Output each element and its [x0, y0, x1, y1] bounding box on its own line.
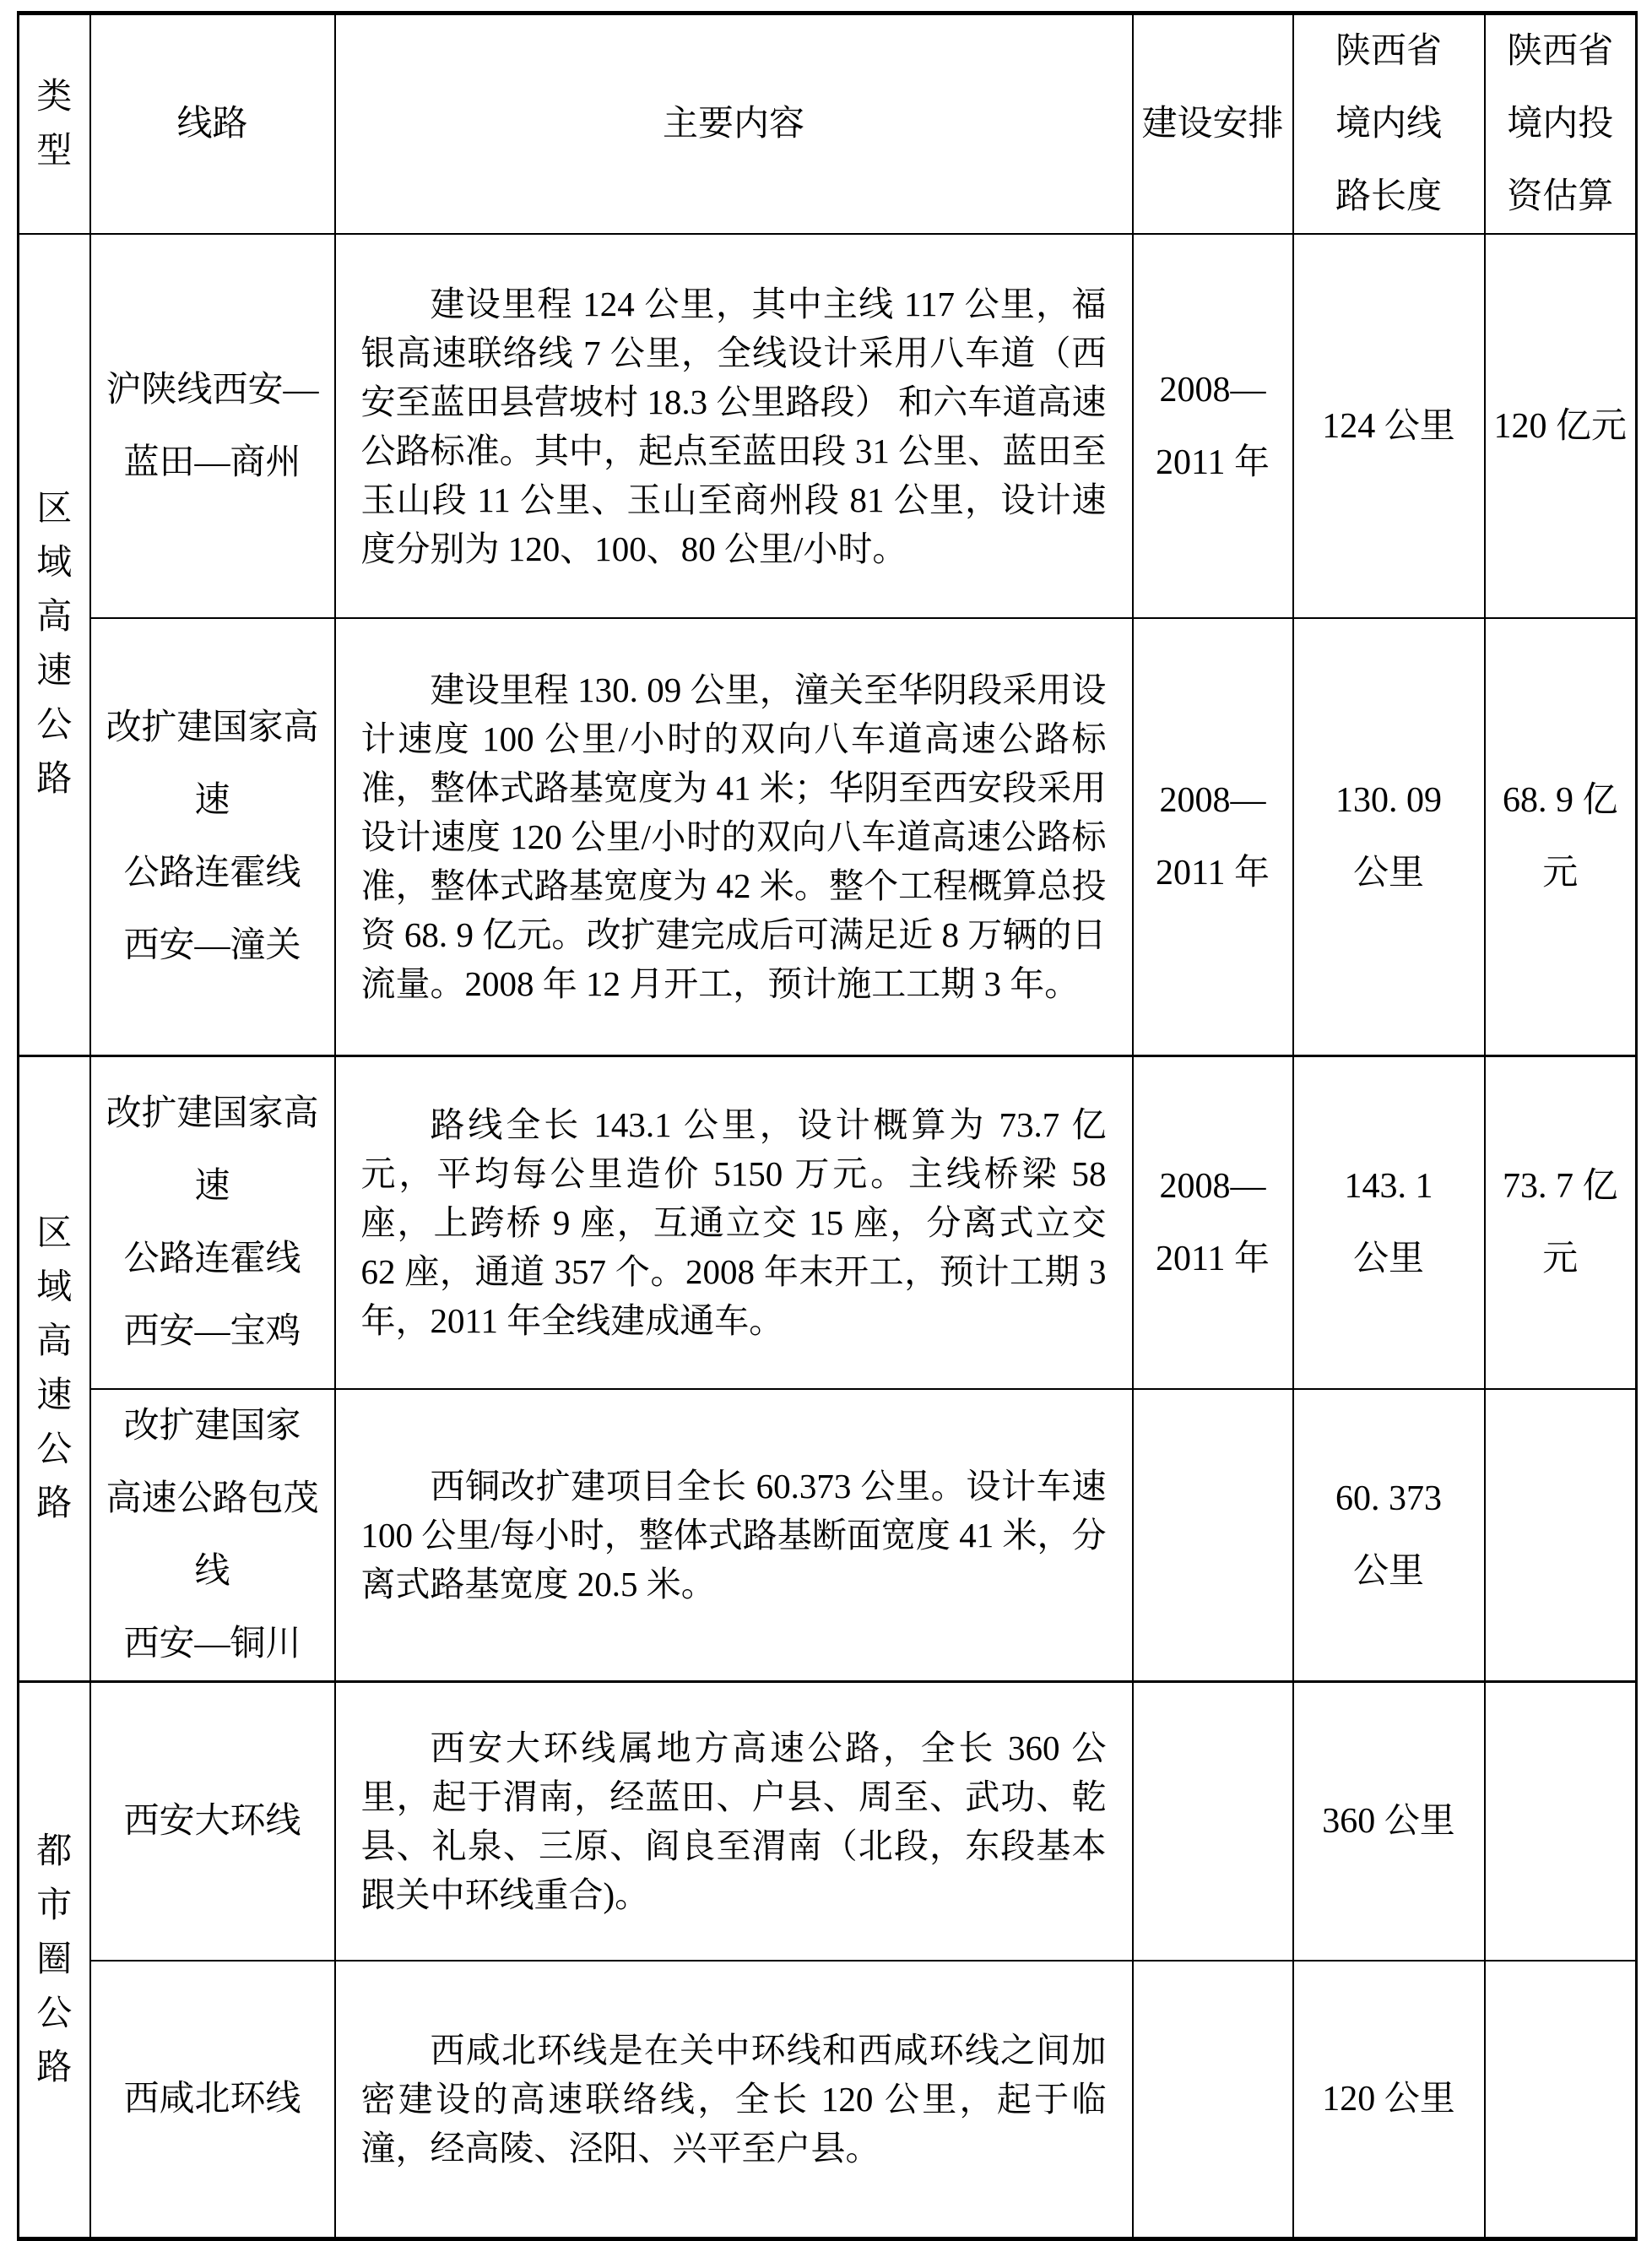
cell-length-r5: 360 公里: [1293, 1682, 1485, 1961]
cell-content-r1: 建设里程 124 公里，其中主线 117 公里，福银高速联络线 7 公里，全线设计采用八车道（西安至蓝田县营坡村 18.3 公里路段） 和六车道高速公路标准。其中，起点至蓝田段 31 公里、蓝田至玉山段 11 公里、玉山至商州段 81 公里，设计速度分别为 120、100、80 公里/小时。: [335, 234, 1133, 618]
cell-schedule-r3: 2008— 2011 年: [1133, 1055, 1293, 1389]
header-type-label: 类型: [36, 78, 73, 171]
table-row: [19, 618, 1637, 1055]
cell-type-group2: [19, 1055, 90, 1682]
cell-schedule-r4: [1133, 1389, 1293, 1682]
cell-type-group3: [19, 1682, 90, 2239]
cell-length-r3: 143. 1 公里: [1293, 1055, 1485, 1389]
cell-schedule-r2: 2008— 2011 年: [1133, 618, 1293, 1055]
cell-length-r4: 60. 373 公里: [1293, 1389, 1485, 1682]
cell-investment-r1: 120 亿元: [1485, 234, 1637, 618]
cell-content-r5: 西安大环线属地方高速公路，全长 360 公里，起于渭南，经蓝田、户县、周至、武功、乾县、礼泉、三原、阎良至渭南（北段，东段基本跟关中环线重合)。: [335, 1682, 1133, 1961]
type-group1-label: 区域高速公路: [36, 490, 73, 800]
cell-line-r6: 西咸北环线: [90, 1961, 335, 2239]
table-row: [19, 1055, 1637, 1389]
cell-line-r3: 改扩建国家高速 公路连霍线 西安—宝鸡: [90, 1055, 335, 1389]
type-group3-label: 都市圈公路: [36, 1832, 73, 2087]
cell-investment-r5: [1485, 1682, 1637, 1961]
table-row: [19, 1682, 1637, 1961]
cell-content-r6: 西咸北环线是在关中环线和西咸环线之间加密建设的高速联络线，全长 120 公里，起于临潼，经高陵、泾阳、兴平至户县。: [335, 1961, 1133, 2239]
cell-line-r1: 沪陕线西安— 蓝田—商州: [90, 234, 335, 618]
cell-content-r3: 路线全长 143.1 公里，设计概算为 73.7 亿元，平均每公里造价 5150 万元。主线桥梁 58 座，上跨桥 9 座，互通立交 15 座，分离式立交 62 座，通道 357 个。2008 年末开工，预计工期 3 年，2011 年全线建成通车。: [335, 1055, 1133, 1389]
cell-investment-r3: 73. 7 亿元: [1485, 1055, 1637, 1389]
cell-investment-r6: [1485, 1961, 1637, 2239]
cell-schedule-r5: [1133, 1682, 1293, 1961]
table-row: [19, 1389, 1637, 1682]
header-line: 线路: [90, 14, 335, 235]
cell-content-r2: 建设里程 130. 09 公里，潼关至华阴段采用设计速度 100 公里/小时的双向八车道高速公路标准，整体式路基宽度为 41 米；华阴至西安段采用设计速度 120 公里/小时的双向八车道高速公路标准，整体式路基宽度为 42 米。整个工程概算总投资 68. 9 亿元。改扩建完成后可满足近 8 万辆的日流量。2008 年 12 月开工，预计施工工期 3 年。: [335, 618, 1133, 1055]
table-row: [19, 234, 1637, 618]
cell-length-r6: 120 公里: [1293, 1961, 1485, 2239]
cell-length-r2: 130. 09 公里: [1293, 618, 1485, 1055]
cell-length-r1: 124 公里: [1293, 234, 1485, 618]
header-length: 陕西省 境内线 路长度: [1293, 14, 1485, 235]
cell-line-r4: 改扩建国家 高速公路包茂线 西安—铜川: [90, 1389, 335, 1682]
cell-schedule-r1: 2008— 2011 年: [1133, 234, 1293, 618]
header-schedule: 建设安排: [1133, 14, 1293, 235]
cell-line-r5: 西安大环线: [90, 1682, 335, 1961]
cell-type-group1: [19, 234, 90, 1055]
cell-line-r2: 改扩建国家高速 公路连霍线 西安—潼关: [90, 618, 335, 1055]
cell-content-r4: 西铜改扩建项目全长 60.373 公里。设计车速 100 公里/每小时，整体式路基断面宽度 41 米，分离式路基宽度 20.5 米。: [335, 1389, 1133, 1682]
type-group2-label: 区域高速公路: [36, 1213, 73, 1523]
header-investment: 陕西省 境内投 资估算: [1485, 14, 1637, 235]
header-row: [19, 14, 1637, 235]
header-type: [19, 14, 90, 235]
cell-investment-r4: [1485, 1389, 1637, 1682]
table-row: [19, 1961, 1637, 2239]
header-content: 主要内容: [335, 14, 1133, 235]
highway-plan-table: [17, 11, 1638, 2241]
cell-investment-r2: 68. 9 亿元: [1485, 618, 1637, 1055]
cell-schedule-r6: [1133, 1961, 1293, 2239]
